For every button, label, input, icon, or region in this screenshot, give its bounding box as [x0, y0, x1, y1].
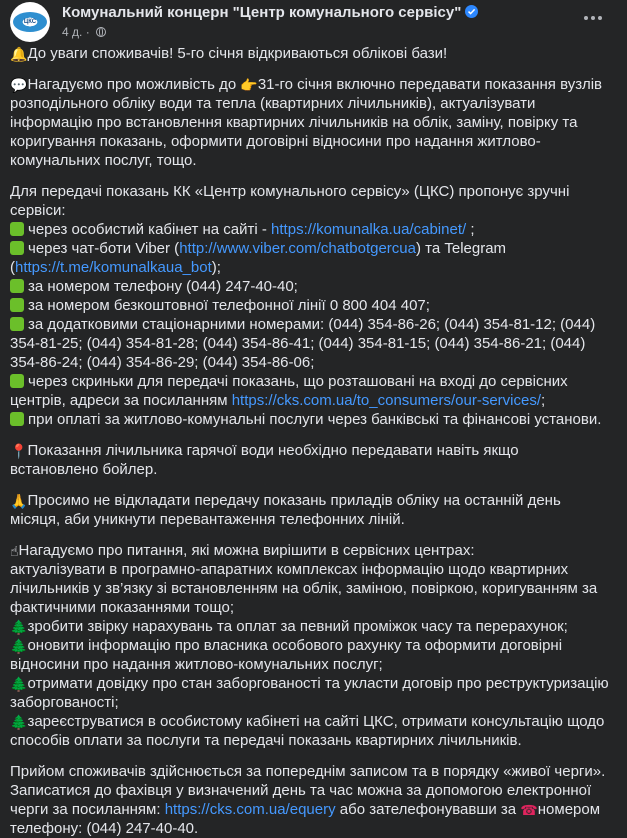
- more-options-button[interactable]: [579, 8, 607, 28]
- service-text: через чат-боти Viber (: [28, 240, 180, 257]
- dot-icon: [584, 16, 588, 20]
- page-avatar[interactable]: [10, 2, 50, 42]
- service-text: ) та Telegram (: [10, 240, 507, 276]
- service-item: [10, 315, 611, 372]
- service-item: [10, 277, 611, 296]
- service-item: [10, 239, 611, 277]
- list-item-text: зареєструватися в особистому кабінеті на сайті ЦКС, отримати консультацію щодо способів оплати за послуги та передачі показань квартирних лічильників.: [10, 713, 605, 749]
- paragraph-boiler: [10, 441, 611, 479]
- paragraph-please: [10, 491, 611, 529]
- service-text: через особистий кабінет на сайті -: [28, 221, 272, 238]
- list-item: [10, 674, 611, 712]
- service-item: [10, 296, 611, 315]
- telegram-link[interactable]: https://t.me/komunalkaua_bot: [15, 259, 212, 276]
- avatar-text: ЦКС: [23, 19, 37, 25]
- green-square-icon: [10, 374, 24, 388]
- globe-icon: [96, 27, 106, 37]
- list-item: [10, 617, 611, 636]
- service-item: [10, 372, 611, 410]
- service-text: за номером телефону (044) 247-40-40;: [28, 278, 298, 295]
- page-name-link[interactable]: [62, 4, 478, 21]
- equery-link[interactable]: https://cks.com.ua/equery: [164, 801, 336, 818]
- paragraph-service-centers: [10, 541, 611, 750]
- green-square-icon: [10, 241, 24, 255]
- reminder-text-b: 31-го січня включно передавати показання вузлів розподільного обліку води та тепла (квартирних лічильників), актуалізувати інформацію про встановлення квартирних лічильників на облік, заміну, повірку та коригування показань, оформити договірні відносини про надання житлово-комунальних послуг, тощо.: [10, 76, 602, 169]
- page-name: Комунальний концерн "Центр комунального сервісу": [62, 4, 462, 21]
- speech-bubble-icon: 💬: [10, 77, 28, 93]
- service-item: [10, 410, 611, 429]
- paragraph-reminder: [10, 75, 611, 170]
- service-text: за номером безкоштовної телефонної лінії 0 800 404 407;: [28, 297, 430, 314]
- list-item: [10, 636, 611, 674]
- boiler-text: Показання лічильника гарячої води необхідно передавати навіть якщо встановлено бойлер.: [10, 442, 519, 478]
- list-item-text: отримати довідку про стан заборгованості та укласти договір про реструктуризацію заборгованості;: [10, 675, 609, 711]
- service-tail: ;: [466, 221, 475, 238]
- praying-hands-icon: 🙏: [10, 493, 28, 509]
- pin-icon: 📍: [10, 443, 28, 459]
- telephone-icon: ☎: [520, 802, 538, 818]
- post-time[interactable]: 4 д.: [62, 25, 83, 39]
- paragraph-appointment: [10, 762, 611, 838]
- green-square-icon: [10, 279, 24, 293]
- service-item: [10, 220, 611, 239]
- dot-icon: [591, 16, 595, 20]
- tree-icon: 🌲: [10, 676, 28, 692]
- green-square-icon: [10, 317, 24, 331]
- services-link[interactable]: https://cks.com.ua/to_consumers/our-services/: [231, 392, 541, 409]
- list-item-text: оновити інформацію про власника особового рахунку та оформити договірні відносини про надання житлово-комунальних послуг;: [10, 637, 563, 673]
- service-text: через скриньки для передачі показань, що розташовані на вході до сервісних центрів, адреси за посиланням: [10, 373, 568, 409]
- service-tail: );: [211, 259, 221, 276]
- service-text: за додатковими стаціонарними номерами: (044) 354-86-26; (044) 354-81-12; (044) 354-81-25; (044) 354-81-28; (044) 354-86-41; (044) 354-81-15; (044) 354-86-21; (044) 354-86-24; (044) 354-86-29; (044) 354-86-06;: [10, 316, 596, 371]
- service-text: при оплаті за житлово-комунальні послуги через банківські та фінансові установи.: [28, 411, 602, 428]
- tree-icon: 🌲: [10, 619, 28, 635]
- paragraph-services: [10, 182, 611, 429]
- services-intro: Для передачі показань КК «Центр комунального сервісу» (ЦКС) пропонує зручні сервіси:: [10, 183, 570, 219]
- green-square-icon: [10, 298, 24, 312]
- please-text: Просимо не відкладати передачу показань приладів обліку на останній день місяця, аби уникнути перевантаження телефонних ліній.: [10, 492, 561, 528]
- index-finger-icon: ☝: [10, 543, 19, 559]
- intro-text: Нагадуємо про питання, які можна вирішити в сервісних центрах:: [18, 542, 475, 559]
- service-centers-lead: актуалізувати в програмно-апаратних комплексах інформацію щодо квартирних лічильників у зв’язку зі встановленням на облік, заміною, повіркою, коригуванням за фактичними показаннями тощо;: [10, 561, 598, 616]
- appointment-text-c: номером телефону: (044) 247-40-40.: [10, 801, 601, 837]
- service-centers-intro: [10, 541, 611, 560]
- cabinet-link[interactable]: https://komunalka.ua/cabinet/: [271, 221, 467, 238]
- list-item: [10, 712, 611, 750]
- pointing-hand-icon: 👉: [240, 77, 258, 93]
- announcement-text: До уваги споживачів! 5-го січня відкриваються облікові бази!: [27, 45, 448, 62]
- viber-link[interactable]: http://www.viber.com/chatbotgercua: [179, 240, 416, 257]
- green-square-icon: [10, 222, 24, 236]
- logo-icon: [13, 12, 47, 32]
- verified-badge-icon: [465, 5, 478, 18]
- post-content: [10, 44, 611, 838]
- post-header: [10, 0, 611, 44]
- bell-icon: 🔔: [10, 46, 28, 62]
- appointment-text-a: Прийом споживачів здійснюється за попереднім записом та в порядку «живої черги». Записатися до фахівця у визначений день та час можна за допомогою електронної черги за посиланням:: [10, 763, 606, 818]
- tree-icon: 🌲: [10, 638, 28, 654]
- paragraph-announcement: [10, 44, 611, 63]
- tree-icon: 🌲: [10, 714, 28, 730]
- reminder-text-a: Нагадуємо про можливість до: [27, 76, 241, 93]
- dot-icon: [598, 16, 602, 20]
- green-square-icon: [10, 412, 24, 426]
- service-tail: ;: [541, 392, 546, 409]
- appointment-text-b: або зателефонувавши за: [335, 801, 521, 818]
- separator: ·: [85, 25, 90, 39]
- post-meta: [62, 25, 106, 39]
- list-item-text: зробити звірку нарахувань та оплат за певний проміжок часу та перерахунок;: [27, 618, 568, 635]
